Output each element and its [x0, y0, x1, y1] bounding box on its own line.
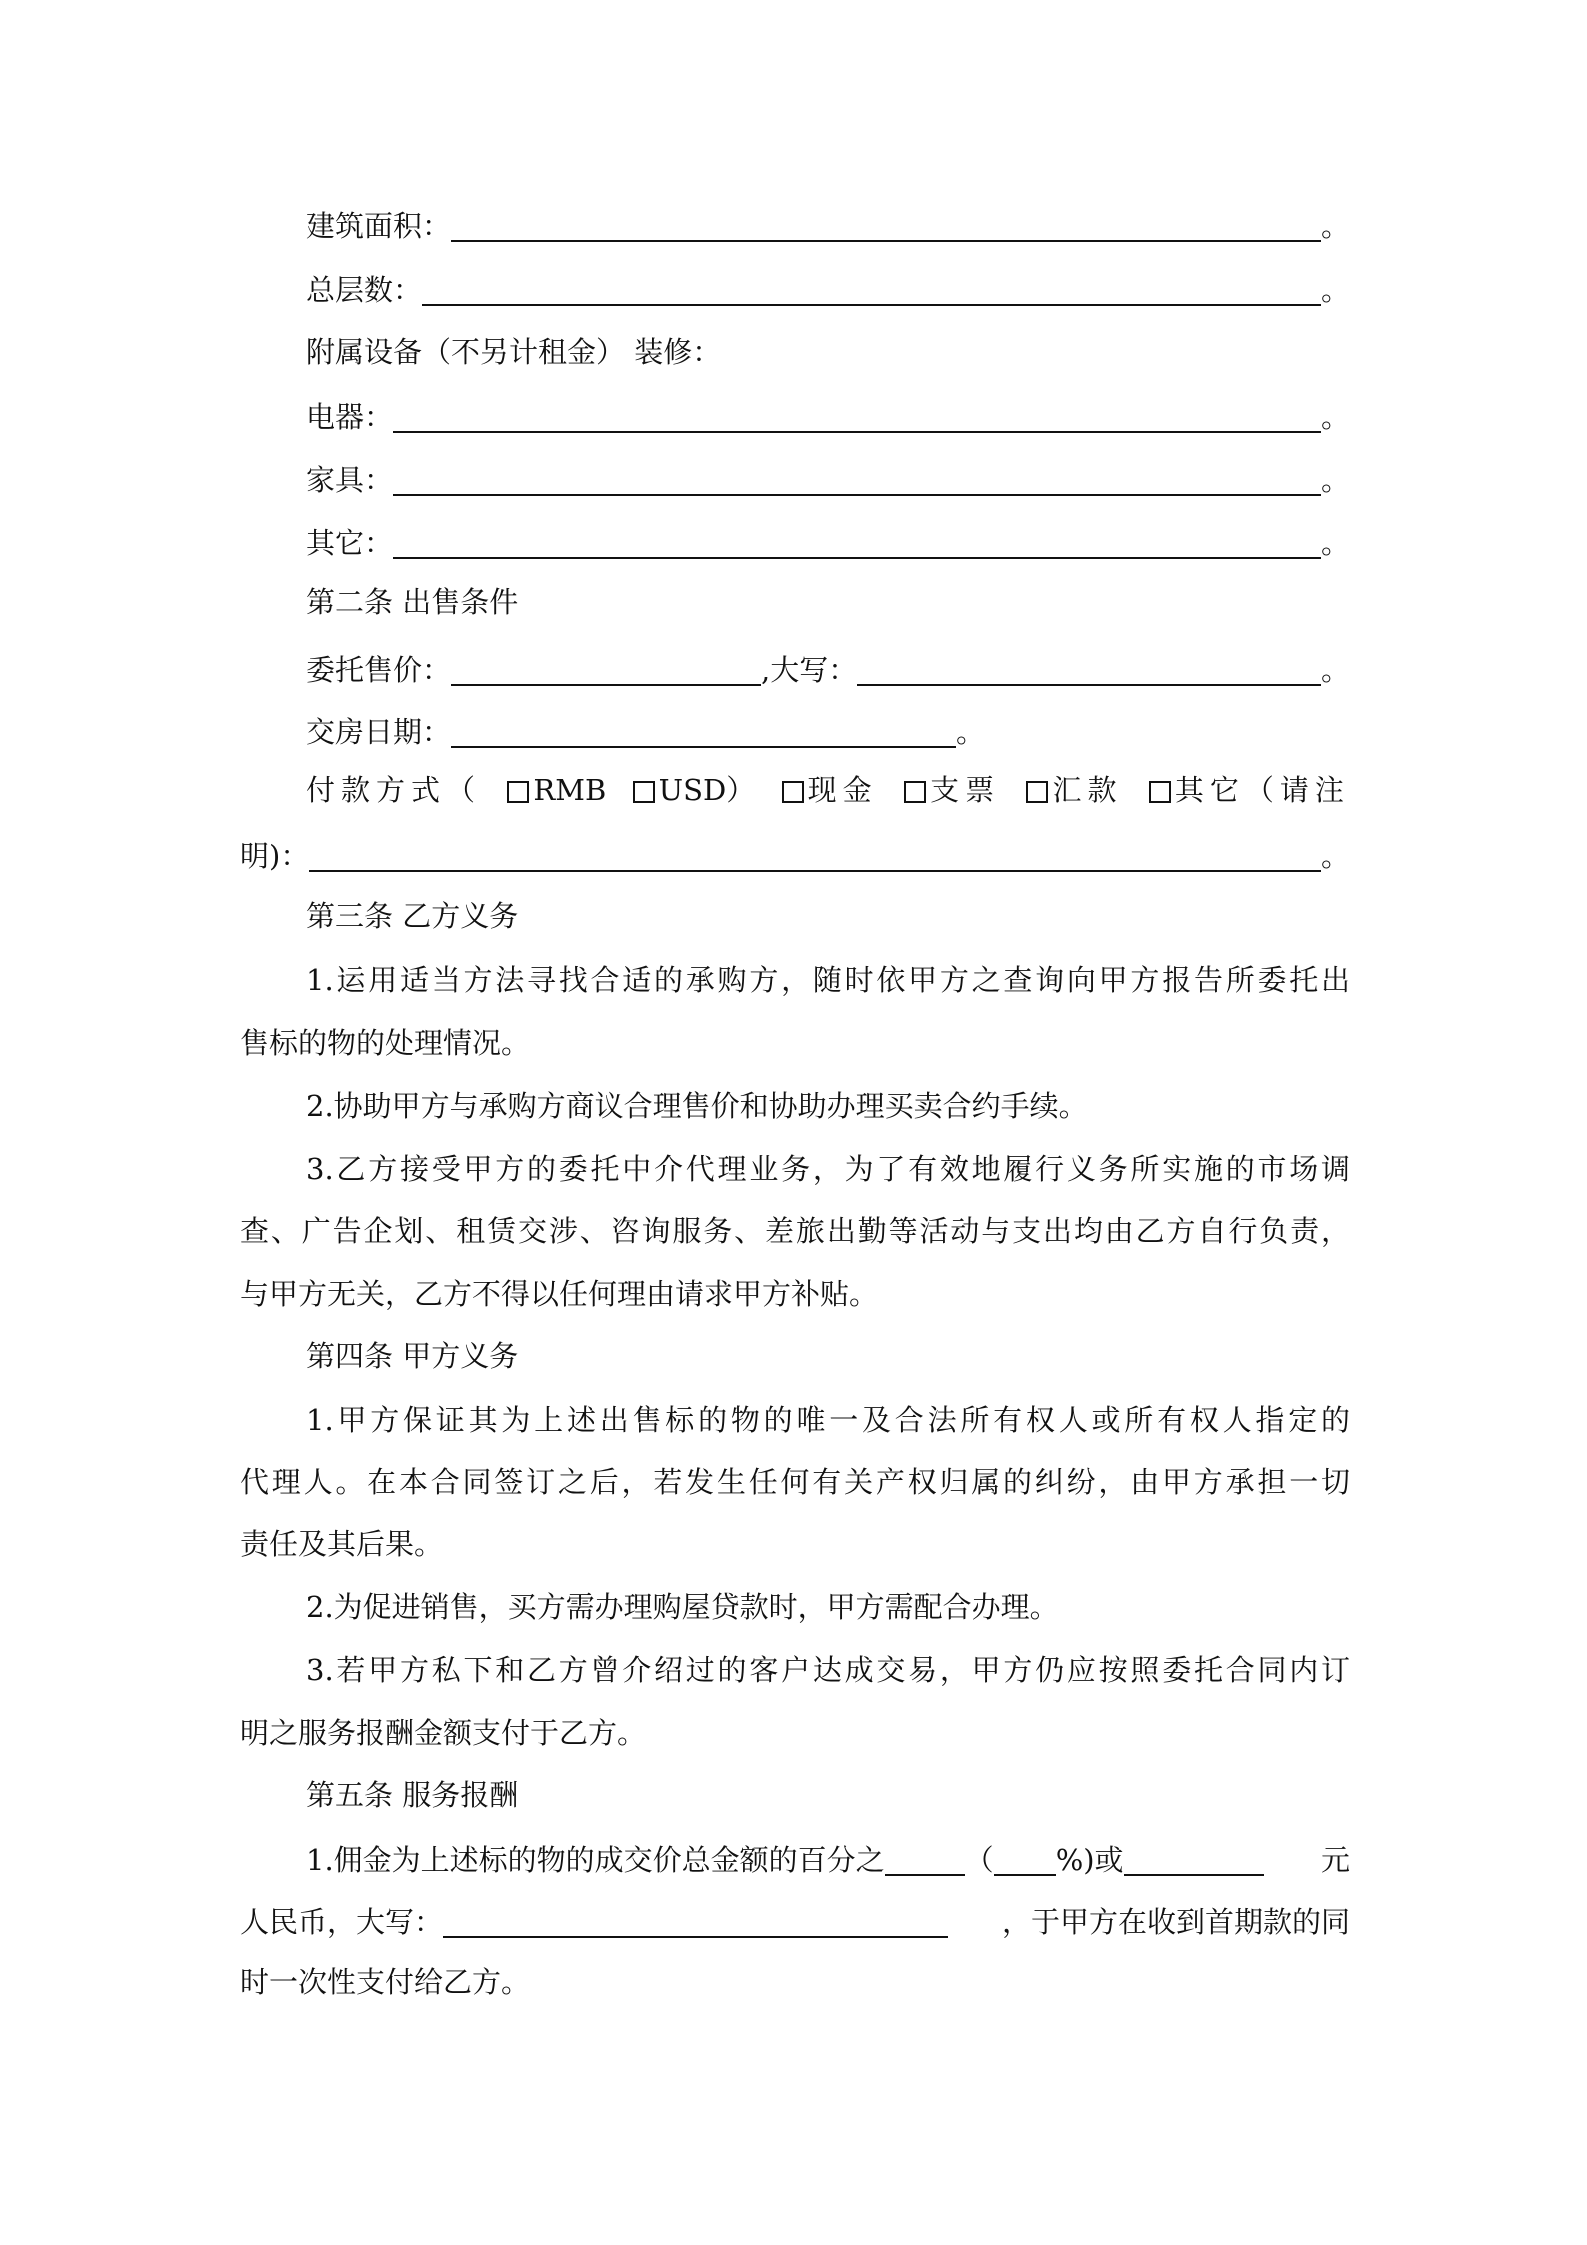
art5-title-text: 第五条 服务报酬: [306, 1778, 519, 1812]
period: 。: [1320, 209, 1350, 243]
other-blank[interactable]: [393, 523, 1321, 559]
other-line: [306, 517, 1350, 565]
pay-other-option[interactable]: [1149, 766, 1350, 814]
pay-usd-label: USD）: [658, 773, 756, 807]
checkbox-other[interactable]: [1149, 781, 1171, 803]
art3-item1-line2: [240, 1019, 1350, 1067]
art5-item1-line1: [306, 1834, 1350, 1882]
art4-item1-line1: [306, 1396, 1350, 1444]
commission-amount-blank[interactable]: [1124, 1840, 1264, 1876]
pay-usd-option[interactable]: [633, 766, 756, 814]
art5-item1-line3: [240, 1958, 1350, 2006]
facilities-label: 附属设备（不另计租金） 装修：: [306, 335, 722, 369]
pay-check-label: 支票: [930, 773, 1001, 807]
art4-item3-line2: [240, 1709, 1350, 1757]
pay-cash-label: 现金: [807, 773, 878, 807]
art3-title-text: 第三条 乙方义务: [306, 899, 519, 933]
payment-line: [306, 766, 1350, 814]
art4-item1-text-a: 1.甲方保证其为上述出售标的物的唯一及合法所有权人或所有权人指定的: [306, 1403, 1350, 1437]
period: 。: [956, 715, 986, 749]
period: 。: [1320, 400, 1350, 434]
checkbox-check[interactable]: [904, 781, 926, 803]
commission-percent-figure-blank[interactable]: [994, 1840, 1056, 1876]
art2-title-text: 第二条 出售条件: [306, 585, 519, 619]
art4-title: [306, 1332, 1350, 1380]
furniture-blank[interactable]: [393, 460, 1321, 496]
payment-note-line: [240, 830, 1350, 878]
floors-blank[interactable]: [422, 270, 1321, 306]
art3-item3-text-c: 与甲方无关，乙方不得以任何理由请求甲方补贴。: [240, 1277, 879, 1311]
period: 。: [1320, 653, 1350, 687]
art3-item3-line3: [240, 1270, 1350, 1318]
art5-item1-line2: [240, 1896, 1350, 1944]
art3-item1-text-a: 1.运用适当方法寻找合适的承购方，随时依甲方之查询向甲方报告所委托出: [306, 963, 1350, 997]
appliance-label: 电器：: [306, 400, 394, 434]
checkbox-cash[interactable]: [782, 781, 804, 803]
floors-label: 总层数：: [306, 273, 423, 307]
art3-item3-line1: [306, 1145, 1350, 1193]
art3-item1-text-b: 售标的物的处理情况。: [240, 1026, 531, 1060]
checkbox-usd[interactable]: [633, 781, 655, 803]
area-blank[interactable]: [451, 206, 1321, 242]
art5-item1-yuan: 元: [1320, 1843, 1350, 1877]
art4-item1-text-c: 责任及其后果。: [240, 1527, 444, 1561]
art3-item2-text: 2.协助甲方与承购方商议合理售价和协助办理买卖合约手续。: [306, 1089, 1088, 1123]
art3-item3-line2: [240, 1207, 1350, 1255]
commission-upper-blank[interactable]: [443, 1902, 948, 1938]
pay-cash-option[interactable]: [782, 766, 878, 814]
floors-line: [306, 264, 1350, 312]
checkbox-remit[interactable]: [1026, 781, 1048, 803]
art3-item3-text-a: 3.乙方接受甲方的委托中介代理业务，为了有效地履行义务所实施的市场调: [306, 1152, 1350, 1186]
art3-item2-line: [306, 1082, 1350, 1130]
commission-percent-blank[interactable]: [885, 1840, 965, 1876]
art3-item3-text-b: 查、广告企划、租赁交涉、咨询服务、差旅出勤等活动与支出均由乙方自行负责，: [240, 1214, 1350, 1248]
art4-item1-line2: [240, 1458, 1350, 1506]
art3-item1-line1: [306, 956, 1350, 1004]
period: 。: [1320, 463, 1350, 497]
price-line: [306, 644, 1350, 692]
period: 。: [1320, 273, 1350, 307]
period: 。: [1320, 839, 1350, 873]
price-upper-blank[interactable]: [857, 650, 1321, 686]
art5-item1-text-c: 时一次性支付给乙方。: [240, 1965, 531, 1999]
pay-remit-option[interactable]: [1026, 766, 1122, 814]
art5-item1-or: %)或: [1055, 1843, 1124, 1877]
furniture-label: 家具：: [306, 463, 394, 497]
art5-item1-prefix: 1.佣金为上述标的物的成交价总金额的百分之: [306, 1843, 885, 1877]
art4-item2-text: 2.为促进销售，买方需办理购屋贷款时，甲方需配合办理。: [306, 1590, 1059, 1624]
art5-title: [306, 1771, 1350, 1819]
art2-title: [306, 578, 1350, 626]
area-line: [306, 200, 1350, 248]
pay-rmb-label: RMB: [533, 773, 607, 807]
appliance-line: [306, 391, 1350, 439]
pay-other-label: 其它（请注: [1174, 773, 1350, 807]
appliance-blank[interactable]: [393, 397, 1321, 433]
period: 。: [1320, 526, 1350, 560]
art5-item1-upper-label: 人民币，大写：: [240, 1905, 444, 1939]
pay-rmb-option[interactable]: [507, 766, 606, 814]
furniture-line: [306, 454, 1350, 502]
art4-item1-text-b: 代理人。在本合同签订之后，若发生任何有关产权归属的纠纷，由甲方承担一切: [240, 1465, 1350, 1499]
checkbox-rmb[interactable]: [507, 781, 529, 803]
art4-item3-line1: [306, 1646, 1350, 1694]
handover-line: [306, 706, 1350, 754]
art4-item3-text-b: 明之服务报酬金额支付于乙方。: [240, 1716, 647, 1750]
other-label: 其它：: [306, 526, 394, 560]
facilities-line: [306, 328, 1350, 376]
area-label: 建筑面积：: [306, 209, 452, 243]
price-upper-label: ,大写：: [761, 653, 858, 687]
payment-prefix: 付款方式（: [306, 773, 482, 807]
art4-title-text: 第四条 甲方义务: [306, 1339, 519, 1373]
pay-remit-label: 汇款: [1052, 773, 1123, 807]
price-blank[interactable]: [451, 650, 761, 686]
handover-label: 交房日期：: [306, 715, 452, 749]
pay-check-option[interactable]: [904, 766, 1000, 814]
payment-note-blank[interactable]: [309, 836, 1321, 872]
art4-item3-text-a: 3.若甲方私下和乙方曾介绍过的客户达成交易，甲方仍应按照委托合同内订: [306, 1653, 1350, 1687]
art4-item1-line3: [240, 1520, 1350, 1568]
price-label: 委托售价：: [306, 653, 452, 687]
art4-item2-line: [306, 1583, 1350, 1631]
art5-item1-paren: （: [964, 1843, 994, 1877]
payment-note-label: 明)：: [240, 839, 310, 873]
handover-blank[interactable]: [451, 712, 956, 748]
art3-title: [306, 892, 1350, 940]
art5-item1-suffix: ，于甲方在收到首期款的同: [1001, 1905, 1350, 1939]
